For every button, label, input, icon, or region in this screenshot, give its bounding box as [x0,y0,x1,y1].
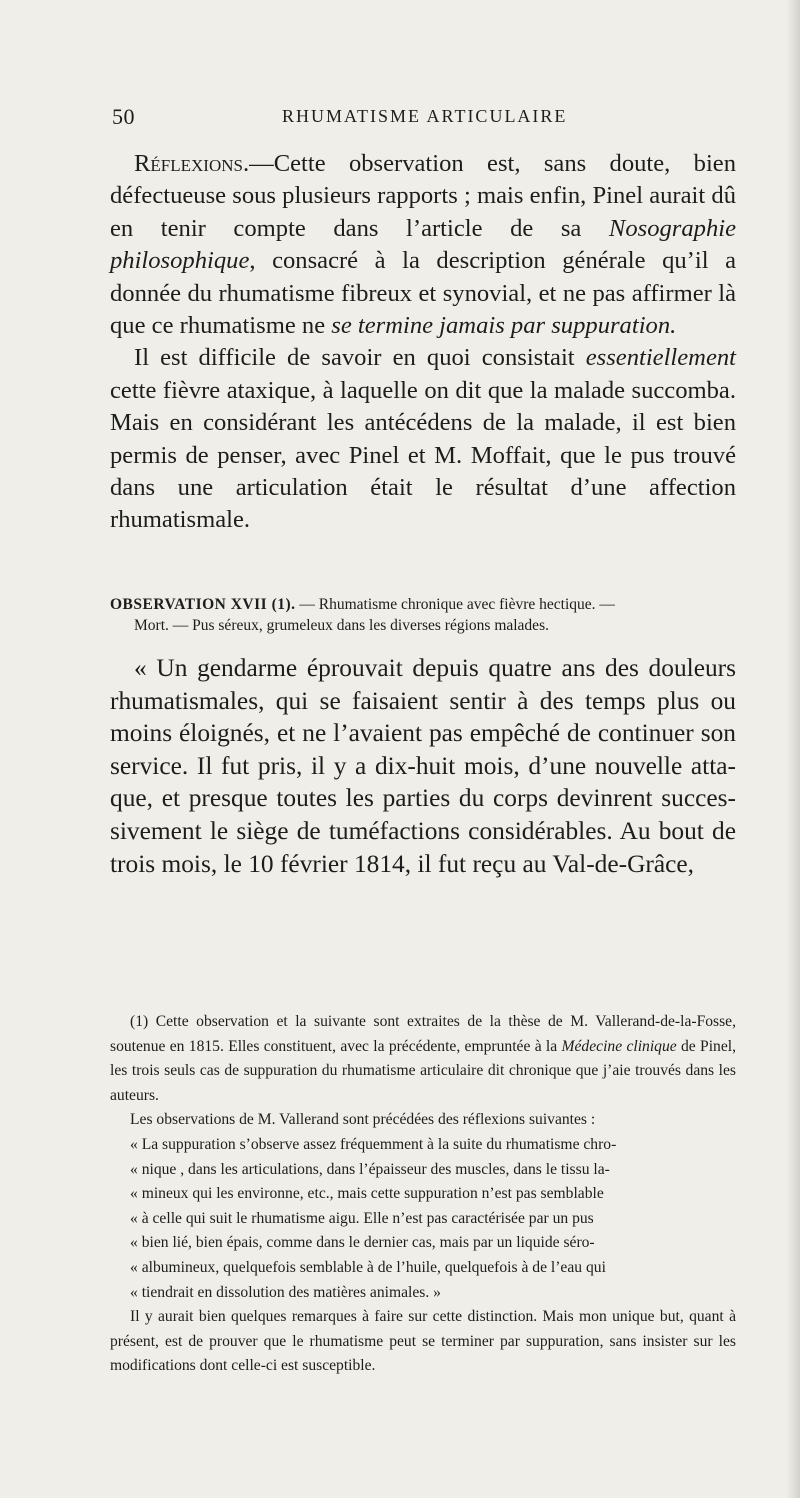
footnote-p1-a: (1) Cette observation et la suivante sont extraites de la thèse de M. Vallerand-de-la-Fosse, soutenue en 1815. Elles constituent, avec la précédente, empruntée à la [110,1013,736,1055]
footnote-paragraph-1 [110,1010,736,1108]
footnote-paragraph-2: Les observations de M. Vallerand sont précédées des réflexions suivantes : [130,1111,596,1129]
reflexions-text-a: .—Cette observation est, sans doute, bien défectueuse sous plusieurs rapports ; mais enfin, Pinel aurait dû en tenir compte dans l’article de sa [110,150,736,242]
reflexions-italic-claim: se termine jamais par suppuration. [331,312,677,340]
footnote-quote-line-5: « bien lié, bien épais, comme dans le dernier cas, mais par un liquide séro- [130,1234,595,1252]
nosographie-title: Nosographie philosophique [110,214,736,275]
observation-heading [110,594,736,636]
footnote-quote-line-1: « La suppuration s’observe assez fréquemment à la suite du rhumatisme chro- [130,1135,617,1153]
reflexions-text-b: , consacré à la description générale qu’il a donnée du rhumatisme fibreux et synovial, et ne pas affirmer là que ce rhumatisme ne [110,247,736,340]
observation-label: OBSERVATION XVII (1). [110,596,296,613]
page-header [112,104,732,134]
reflexions-p2-b: cette fièvre ataxique, à laquelle on dit que la malade succomba. Mais en considérant les antécédens de la malade, il est bien permis de penser, avec Pinel et M. Moffait, que le pus trouvé dans une articulation était le résultat d’une affection rhumatismale. [110,376,736,534]
reflexions-p2-a: Il est difficile de savoir en quoi consistait [134,344,586,372]
footnote-section [110,1010,736,1379]
footnote-quote-line-6: « albumineux, quelquefois semblable à de l’huile, quelquefois à de l’eau qui [130,1258,606,1276]
reflexions-lead: Réflexions [134,150,243,177]
observation-summary-a: — Rhumatisme chronique avec fièvre hectique. — [295,596,615,613]
footnote-quote-line-3: « mineux qui les environne, etc., mais cette suppuration n’est pas semblable [130,1185,604,1203]
footnote-quote-line-2: « nique , dans les articulations, dans l’épaisseur des muscles, dans le tissu la- [130,1160,610,1178]
reflexions-p2-italic: essentiellement [585,344,736,372]
reflexions-section [110,148,736,537]
reflexions-paragraph-2 [110,342,736,536]
reflexions-paragraph-1 [110,148,736,342]
observation-heading-line-1 [110,594,736,615]
observation-quote-text: « Un gendarme éprouvait depuis quatre ans des douleurs rhumatismales, qui se faisaient sentir à des temps plus ou moins éloignés, et ne l’avaient pas empêché de continuer son service. Il fut pris, il y a dix-huit mois, d’une nouvelle attaque, et presque toutes les parties du corps devinrent successivement le siège de tuméfactions considérables. Au bout de trois mois, le 10 février 1814, il fut reçu au Val-de-Grâce, [110,654,736,878]
page-edge-shadow [786,0,800,1498]
page-number: 50 [112,104,135,129]
running-title: RHUMATISME ARTICULAIRE [282,106,568,126]
footnote-quote-line-4: « à celle qui suit le rhumatisme aigu. Elle n’est pas caractérisée par un pus [130,1209,594,1227]
footnote-p1-b: de Pinel, les trois seuls cas de suppuration du rhumatisme articulaire dit chronique que j’aie trouvés dans les auteurs. [110,1037,736,1104]
observation-quote [110,652,736,880]
observation-summary-b: Mort. — Pus séreux, grumeleux dans les diverses régions malades. [134,617,549,634]
medecine-clinique-title: Médecine clinique [561,1037,677,1055]
footnote-paragraph-3: Il y aurait bien quelques remarques à faire sur cette distinction. Mais mon unique but, quant à présent, est de prouver que le rhumatisme peut se terminer par suppuration, sans insister sur les modifications dont celle-ci est susceptible. [110,1308,736,1375]
footnote-quote-line-7: « tiendrait en dissolution des matières animales. » [130,1283,441,1301]
